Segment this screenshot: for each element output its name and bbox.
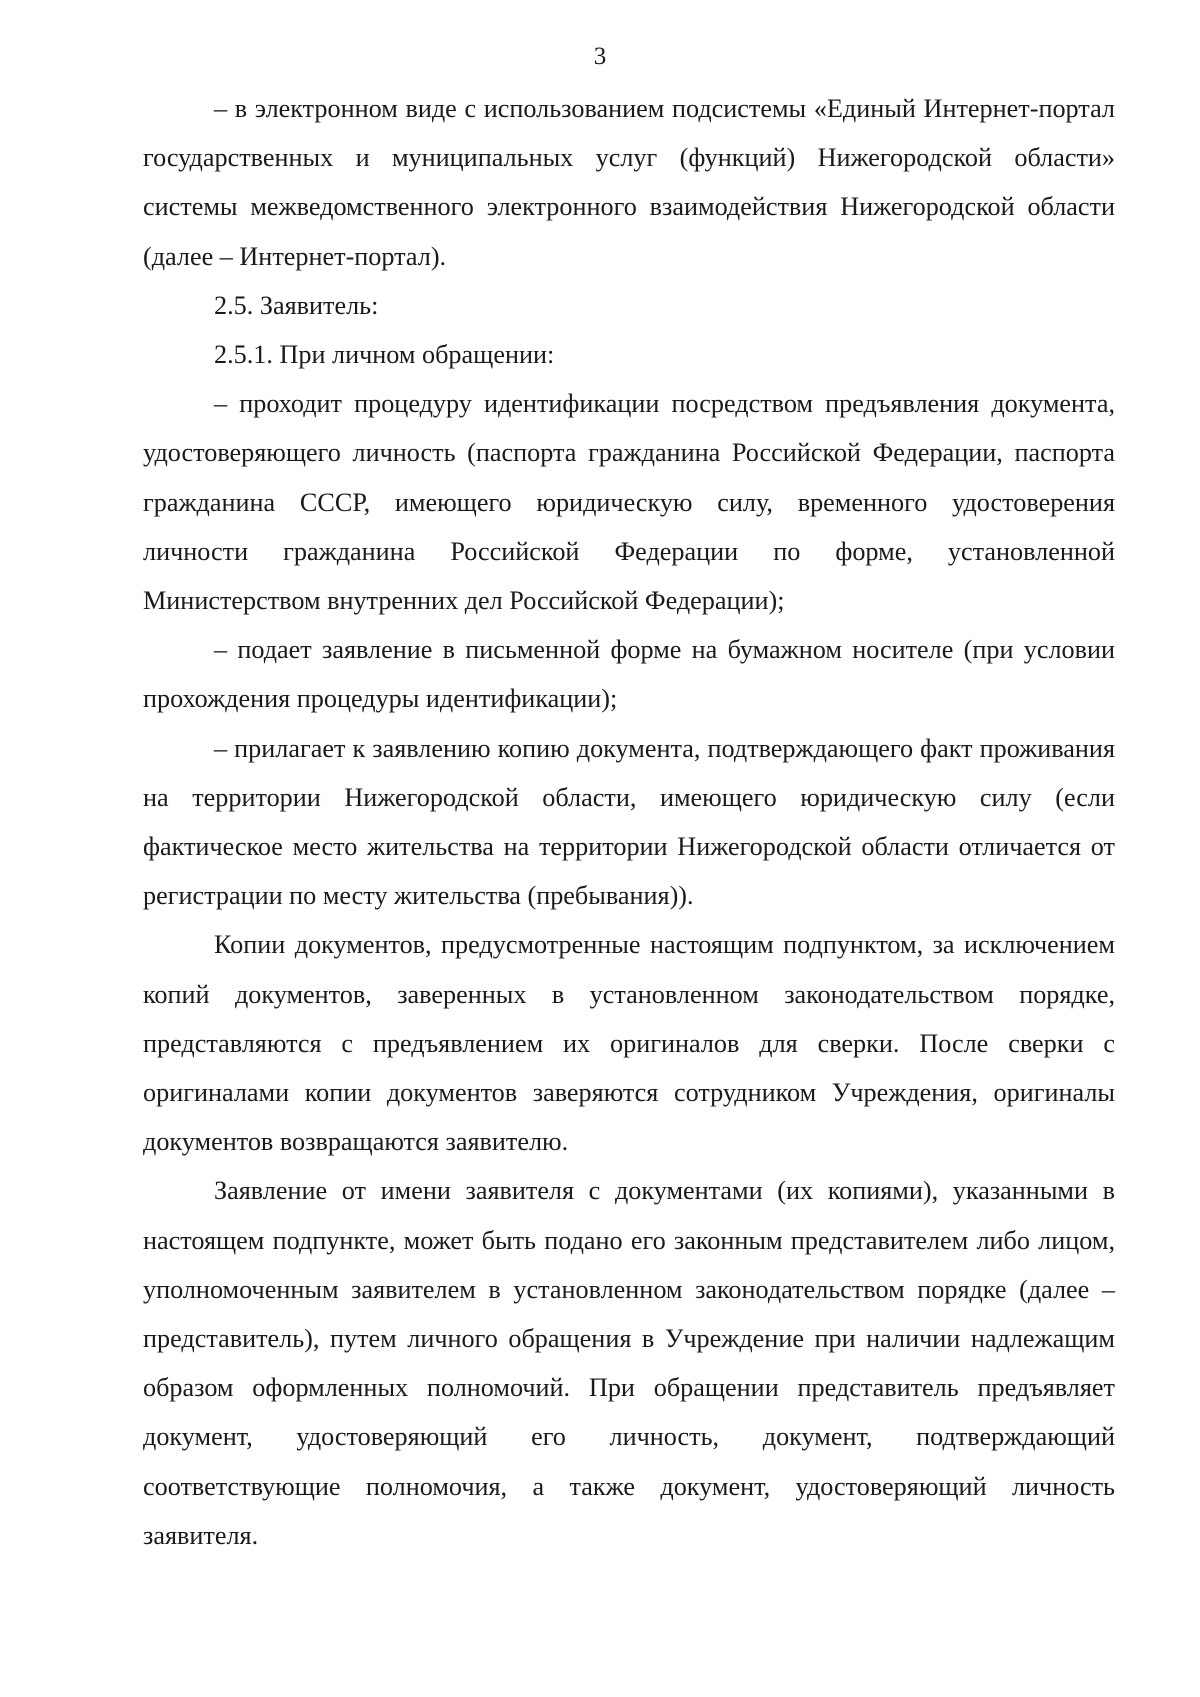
paragraph-personal-appeal-heading: 2.5.1. При личном обращении: — [214, 340, 555, 370]
paragraph-applicant-heading: 2.5. Заявитель: — [214, 290, 379, 320]
paragraph-document-copies: Копии документов, предусмотренные настоящим подпунктом, за исключением копий документов, заверенных в установленном законодательством порядке, представляются с предъявлением их оригиналов для сверки. После сверки с оригиналами копии документов заверяются сотрудником Учреждения, оригиналы документов возвращаются заявителю. — [143, 930, 1115, 1157]
paragraph-residence-document: – прилагает к заявлению копию документа, подтверждающего факт проживания на территории Нижегородской области, имеющего юридическую силу (если фактическое место жительства на территории Нижегородской области отличается от регистрации по месту жительства (пребывания)). — [143, 733, 1115, 911]
paragraph-identification: – проходит процедуру идентификации посредством предъявления документа, удостоверяющего личность (паспорта гражданина Российской Федерации, паспорта гражданина СССР, имеющего юридическую силу, временного удостоверения личности гражданина Российской Федерации по форме, установленной Министерством внутренних дел Российской Федерации); — [143, 389, 1115, 616]
paragraph-internet-portal: – в электронном виде с использованием подсистемы «Единый Интернет-портал государственных и муниципальных услуг (функций) Нижегородской области» системы межведомственного электронного взаимодействия Нижегородской области (далее – Интернет-портал). — [143, 94, 1115, 271]
document-body — [143, 84, 1115, 1560]
paragraph-written-application: – подает заявление в письменной форме на бумажном носителе (при условии прохождения процедуры идентификации); — [143, 635, 1115, 714]
paragraph-representative: Заявление от имени заявителя с документами (их копиями), указанными в настоящем подпункте, может быть подано его законным представителем либо лицом, уполномоченным заявителем в установленном законодательством порядке (далее – представитель), путем личного обращения в Учреждение при наличии надлежащим образом оформленных полномочий. При обращении представитель предъявляет документ, удостоверяющий его личность, документ, подтверждающий соответствующие полномочия, а также документ, удостоверяющий личность заявителя. — [143, 1176, 1115, 1550]
page-number: 3 — [593, 43, 607, 70]
